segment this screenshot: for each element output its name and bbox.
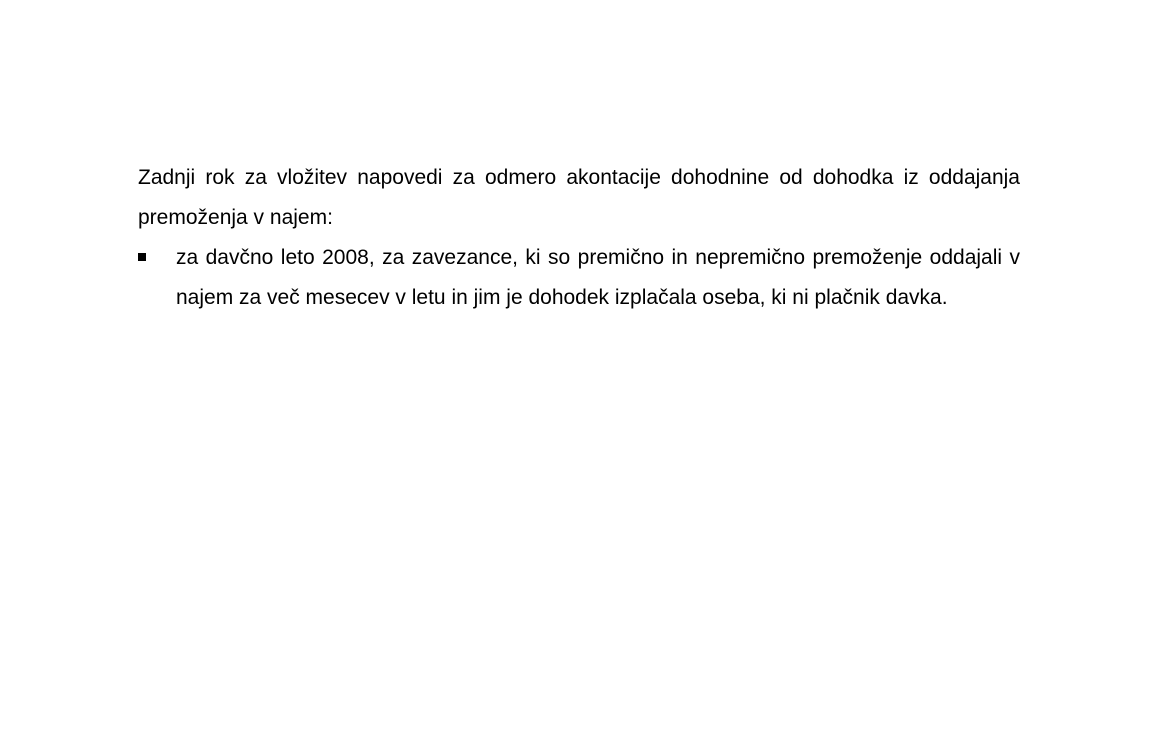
list-item xyxy=(138,238,1020,318)
bullet-list xyxy=(138,238,1020,318)
bullet-text: za davčno leto 2008, za zavezance, ki so premično in nepremično premoženje oddajali v najem za več mesecev v letu in jim je dohodek izplačala oseba, ki ni plačnik davka. xyxy=(176,246,1020,309)
square-bullet-icon xyxy=(138,253,146,261)
intro-paragraph: Zadnji rok za vložitev napovedi za odmero akontacije dohodnine od dohodka iz oddajanja premoženja v najem: xyxy=(138,166,1020,229)
document-content xyxy=(138,158,1020,318)
